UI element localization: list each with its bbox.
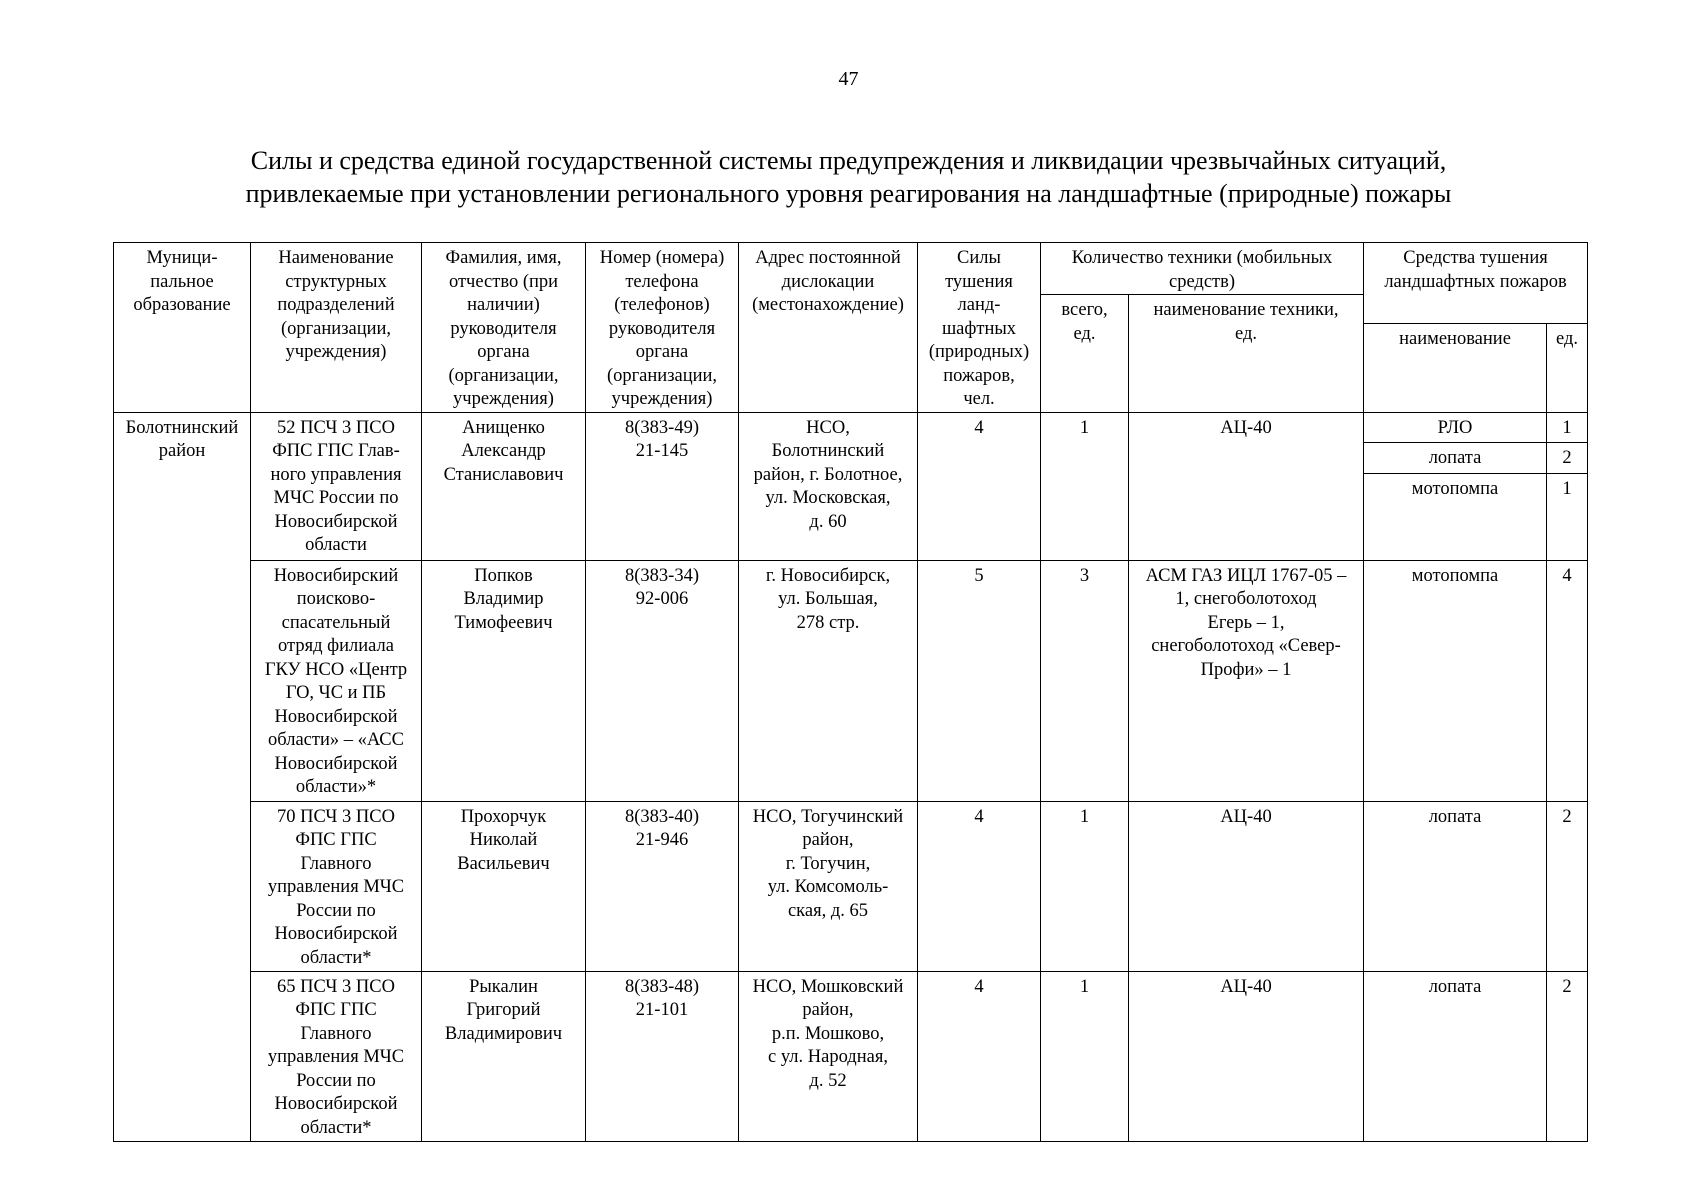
header-row-1 — [114, 243, 1588, 295]
header-forces: Силы тушения ланд- шафтных (природных) пожаров, чел. — [918, 243, 1041, 413]
phone-cell: 8(383-34) 92-006 — [586, 560, 739, 801]
header-head: Фамилия, имя, отчество (при наличии) руководителя органа (организации, учреждения) — [422, 243, 586, 413]
header-equipment-name: наименование техники, ед. — [1129, 295, 1364, 413]
unit-cell: 65 ПСЧ 3 ПСО ФПС ГПС Главного управления МЧС России по Новосибирской области* — [251, 971, 422, 1141]
equipment-name-cell: АЦ-40 — [1129, 801, 1364, 971]
table-row — [114, 971, 1588, 1141]
phone-cell: 8(383-40) 21-946 — [586, 801, 739, 971]
address-cell: НСО, Мошковский район, р.п. Мошково, с ул. Народная, д. 52 — [739, 971, 918, 1141]
header-equipment-total: всего, ед. — [1041, 295, 1129, 413]
header-address: Адрес постоянной дислокации (местонахождение) — [739, 243, 918, 413]
head-cell: Анищенко Александр Станиславович — [422, 412, 586, 560]
forces-table — [113, 242, 1588, 1142]
means-name-cell: лопата — [1364, 442, 1547, 473]
header-phone: Номер (номера) телефона (телефонов) руководителя органа (организации, учреждения) — [586, 243, 739, 413]
forces-cell: 4 — [918, 971, 1041, 1141]
equipment-total-cell: 1 — [1041, 412, 1129, 560]
header-means-name: наименование — [1364, 323, 1547, 412]
means-qty-cell: 2 — [1547, 442, 1588, 473]
means-qty-cell: 1 — [1547, 412, 1588, 442]
page-number: 47 — [838, 68, 859, 90]
means-name-cell: мотопомпа — [1364, 473, 1547, 560]
address-cell: г. Новосибирск, ул. Большая, 278 стр. — [739, 560, 918, 801]
header-equipment: Количество техники (мобильных средств) — [1041, 243, 1364, 295]
address-cell: НСО, Болотнинский район, г. Болотное, ул. Московская, д. 60 — [739, 412, 918, 560]
head-cell: Рыкалин Григорий Владимирович — [422, 971, 586, 1141]
table-row — [114, 560, 1588, 801]
means-qty-cell: 2 — [1547, 801, 1588, 971]
head-cell: Прохорчук Николай Васильевич — [422, 801, 586, 971]
phone-cell: 8(383-49) 21-145 — [586, 412, 739, 560]
means-name-cell: лопата — [1364, 971, 1547, 1141]
equipment-total-cell: 3 — [1041, 560, 1129, 801]
equipment-total-cell: 1 — [1041, 971, 1129, 1141]
document-title — [0, 144, 1697, 210]
means-name-cell: лопата — [1364, 801, 1547, 971]
means-name-cell: мотопомпа — [1364, 560, 1547, 801]
header-means-unit: ед. — [1547, 323, 1588, 412]
equipment-total-cell: 1 — [1041, 801, 1129, 971]
means-qty-cell: 1 — [1547, 473, 1588, 560]
forces-cell: 4 — [918, 412, 1041, 560]
unit-cell: 52 ПСЧ 3 ПСО ФПС ГПС Глав- ного управления МЧС России по Новосибирской области — [251, 412, 422, 560]
header-municipality: Муници- пальное образование — [114, 243, 251, 413]
header-means: Средства тушения ландшафтных пожаров — [1364, 243, 1588, 324]
unit-cell: Новосибирский поисково- спасательный отряд филиала ГКУ НСО «Центр ГО, ЧС и ПБ Новосибирской области» – «АСС Новосибирской области»* — [251, 560, 422, 801]
means-qty-cell: 4 — [1547, 560, 1588, 801]
title-line-1: Силы и средства единой государственной системы предупреждения и ликвидации чрезвычайных ситуаций, — [250, 146, 1447, 175]
table-row — [114, 801, 1588, 971]
means-name-cell: РЛО — [1364, 412, 1547, 442]
equipment-name-cell: АЦ-40 — [1129, 971, 1364, 1141]
unit-cell: 70 ПСЧ 3 ПСО ФПС ГПС Главного управления МЧС России по Новосибирской области* — [251, 801, 422, 971]
municipality-cell: Болотнинский район — [114, 412, 251, 1141]
phone-cell: 8(383-48) 21-101 — [586, 971, 739, 1141]
header-unit: Наименование структурных подразделений (организации, учреждения) — [251, 243, 422, 413]
table-row — [114, 412, 1588, 442]
forces-cell: 5 — [918, 560, 1041, 801]
equipment-name-cell: АСМ ГАЗ ИЦЛ 1767-05 – 1, снегоболотоход Егерь – 1, снегоболотоход «Север- Профи» – 1 — [1129, 560, 1364, 801]
forces-cell: 4 — [918, 801, 1041, 971]
title-line-2: привлекаемые при установлении регионального уровня реагирования на ландшафтные (природные) пожары — [245, 179, 1452, 208]
address-cell: НСО, Тогучинский район, г. Тогучин, ул. Комсомоль- ская, д. 65 — [739, 801, 918, 971]
means-qty-cell: 2 — [1547, 971, 1588, 1141]
equipment-name-cell: АЦ-40 — [1129, 412, 1364, 560]
head-cell: Попков Владимир Тимофеевич — [422, 560, 586, 801]
